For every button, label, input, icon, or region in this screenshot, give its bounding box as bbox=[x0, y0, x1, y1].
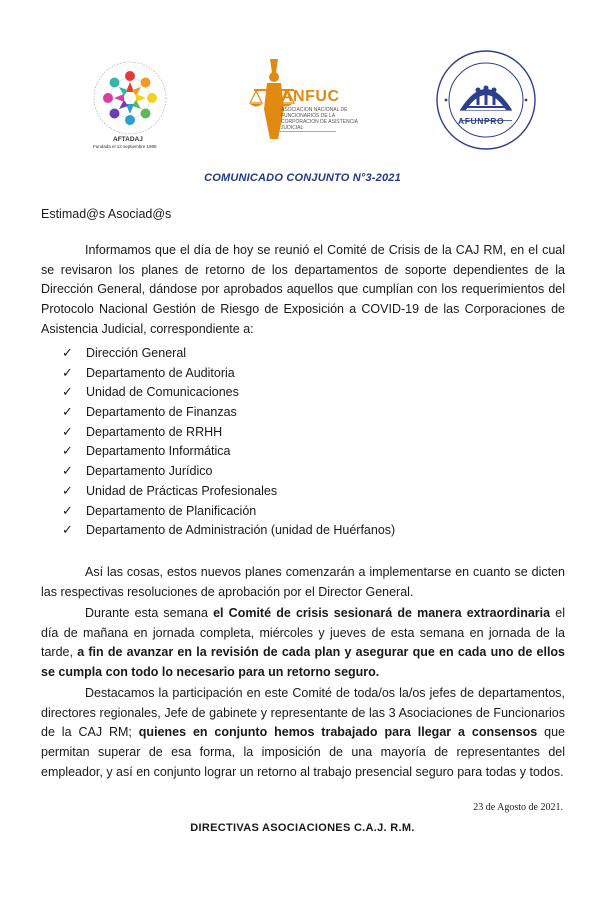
check-icon: ✓ bbox=[62, 523, 73, 539]
document-title: COMUNICADO CONJUNTO N°3-2021 bbox=[204, 172, 401, 184]
paragraph-implementation: Así las cosas, estos nuevos planes comenzarán a implementarse en cuanto se dicten las respectivas resoluciones de aprobación por el Director General. bbox=[41, 565, 565, 599]
paragraph-participation: Destacamos la participación en este Comité de toda/os la/os jefes de departamentos, directores regionales, Jefe de gabinete y representante de las 3 Asociaciones de Funcionarios de la CAJ RM; quienes en conjunto hemos trabajado para llegar a consensos que permitan superar de esa forma, la imposición de una mayoría de representantes del empleador, y así en conjunto lograr un retorno al trabajo presencial seguro para todas y todos. bbox=[41, 686, 565, 779]
list-item: ✓ Departamento de RRHH bbox=[62, 423, 395, 443]
signature: DIRECTIVAS ASOCIACIONES C.A.J. R.M. bbox=[190, 822, 415, 834]
list-item: ✓ Departamento de Auditoria bbox=[62, 364, 395, 384]
check-icon: ✓ bbox=[62, 346, 73, 361]
check-icon: ✓ bbox=[62, 365, 73, 381]
list-item: ✓ Unidad de Prácticas Profesionales bbox=[62, 482, 395, 502]
check-icon: ✓ bbox=[62, 464, 73, 480]
list-item: ✓ Departamento de Administración (unidad de Huérfanos) bbox=[62, 521, 395, 541]
anfuc-subtitle: ASOCIACION NACIONAL DE FUNCIONARIOS DE LA CORPORACION DE ASISTENCIA JUDICIAL bbox=[281, 107, 358, 131]
paragraph-intro: Informamos que el día de hoy se reunió el Comité de Crisis de la CAJ RM, en el cual se revisaron los planes de retorno de los departamentos de soporte dependientes de la Dirección General, dándose por aprobados aquellos que cumplían con los requerimientos del Protocolo Nacional Gestión de Riesgo de Exposición a COVID-19 de las Corporaciones de Asistencia Judicial, correspondiente a: bbox=[41, 243, 565, 336]
list-item: ✓ Dirección General bbox=[62, 344, 395, 364]
list-item: ✓ Departamento Informática bbox=[62, 442, 395, 462]
list-item: ✓ Departamento de Finanzas bbox=[62, 403, 395, 423]
aftadaj-name: AFTADAJ bbox=[113, 136, 143, 143]
check-icon: ✓ bbox=[62, 503, 73, 519]
check-icon: ✓ bbox=[62, 483, 73, 499]
aftadaj-founded: Fundada el 12 septiembre 1985 bbox=[93, 144, 157, 149]
list-item: ✓ Departamento Jurídico bbox=[62, 462, 395, 482]
check-icon: ✓ bbox=[62, 424, 73, 440]
anfuc-name: ANFUC bbox=[281, 88, 340, 105]
check-icon: ✓ bbox=[62, 444, 73, 460]
document-date: 23 de Agosto de 2021. bbox=[473, 802, 563, 813]
greeting: Estimad@s Asociad@s bbox=[41, 207, 172, 221]
check-icon: ✓ bbox=[62, 385, 73, 401]
list-item: ✓ Unidad de Comunicaciones bbox=[62, 383, 395, 403]
paragraph-sessions: Durante esta semana el Comité de crisis sesionará de manera extraordinaria el día de mañana en jornada completa, miércoles y jueves de esta semana en jornada de la tarde, a fin de avanzar en la revisión de cada plan y asegurar que en cada uno de ellos se cumpla con todo lo necesario para un retorno seguro. bbox=[41, 606, 566, 680]
approved-units-list bbox=[62, 344, 395, 541]
afunpro-logo bbox=[434, 48, 538, 152]
afunpro-name: AFUNPRO bbox=[458, 116, 505, 126]
list-item: ✓ Departamento de Planificación bbox=[62, 502, 395, 522]
check-icon: ✓ bbox=[62, 405, 73, 421]
